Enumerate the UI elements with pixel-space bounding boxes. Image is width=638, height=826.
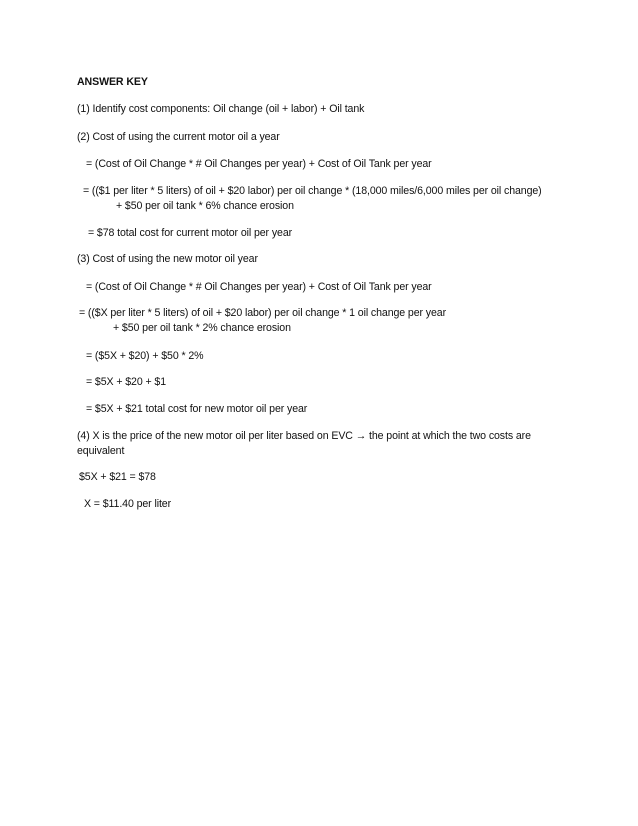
step-2-title: (2) Cost of using the current motor oil a year — [77, 131, 280, 143]
step-3-formula: = (Cost of Oil Change * # Oil Changes per year) + Cost of Oil Tank per year — [86, 281, 432, 293]
step-2-calculation: = (($1 per liter * 5 liters) of oil + $20 labor) per oil change * (18,000 miles/6,000 miles per oil change) — [83, 185, 542, 197]
solution-line: X = $11.40 per liter — [84, 498, 172, 510]
step-2-formula: = (Cost of Oil Change * # Oil Changes per year) + Cost of Oil Tank per year — [86, 158, 432, 170]
step-3-simplification-2: = $5X + $20 + $1 — [86, 376, 166, 388]
equation-line: $5X + $21 = $78 — [79, 471, 156, 483]
step-3-title: (3) Cost of using the new motor oil year — [77, 253, 258, 265]
step-4-text: (4) X is the price of the new motor oil per liter based on EVC → the point at which the two costs are — [77, 430, 531, 442]
step-3-calculation: = (($X per liter * 5 liters) of oil + $20 labor) per oil change * 1 oil change per year — [79, 307, 446, 319]
step-3-result: = $5X + $21 total cost for new motor oil per year — [86, 403, 308, 415]
step-2-calculation-continued: + $50 per oil tank * 6% chance erosion — [116, 200, 294, 212]
step-1-text: (1) Identify cost components: Oil change (oil + labor) + Oil tank — [77, 103, 365, 115]
step-3-simplification-1: = ($5X + $20) + $50 * 2% — [86, 350, 204, 362]
step-4-text-continued: equivalent — [77, 445, 125, 457]
answer-key-heading: ANSWER KEY — [77, 76, 148, 88]
step-2-result: = $78 total cost for current motor oil per year — [88, 227, 293, 239]
step-3-calculation-continued: + $50 per oil tank * 2% chance erosion — [113, 322, 291, 334]
